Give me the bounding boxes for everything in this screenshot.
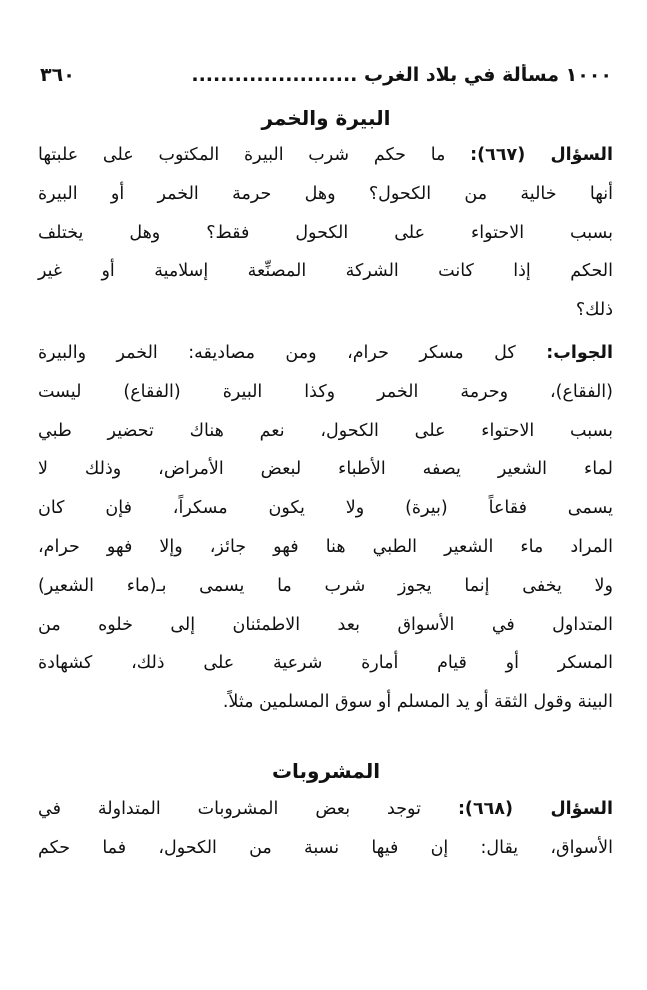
text-line: المراد ماء الشعير الطبي هنا فهو جائز، وإلا فهو حرام، [38,536,613,557]
text-line: المتداول في الأسواق بعد الاطمئنان إلى خلوه من [38,614,613,635]
text-line: السؤال (٦٦٨): توجد بعض المشروبات المتداولة في [38,799,613,819]
section-title-beer-wine: البيرة والخمر [261,106,391,130]
text-line: البينة وقول الثقة أو يد المسلم أو سوق المسلمين مثلاً. [222,692,613,713]
answer-label: الجواب: [546,343,613,363]
text-line: الجواب: كل مسكر حرام، ومن مصاديقه: الخمر والبيرة [38,343,613,363]
text-line: ذلك؟ [575,300,613,321]
answer-667 [38,334,613,722]
text-line: يسمى فقاعاً (بيرة) ولا يكون مسكراً، فإن كان [38,498,613,519]
text-line: أنها خالية من الكحول؟ وهل حرمة الخمر أو البيرة [38,183,613,204]
section-title-drinks: المشروبات [271,759,381,783]
text-line: الأسواق، يقال: إن فيها نسبة من الكحول، فما حكم [38,837,613,858]
page-header [40,58,612,92]
question-label: السؤال (٦٦٨): [457,799,613,819]
page-number: ٣٦٠ [40,64,75,86]
text-line: بسبب الاحتواء على الكحول، نعم هناك تحضير طبي [38,420,613,441]
text-line: ولا يخفى إنما يجوز شرب ما يسمى بـ(ماء الشعير) [38,575,613,596]
question-667 [38,136,613,330]
text-line: بسبب الاحتواء على الكحول فقط؟ وهل يختلف [38,222,613,243]
text-line: السؤال (٦٦٧): ما حكم شرب البيرة المكتوب على علبتها [38,145,613,165]
text-line: (الفقاع)، وحرمة الخمر وكذا البيرة (الفقاع) ليست [38,381,613,402]
running-title: ١٠٠٠ مسألة في بلاد الغرب ....................... [191,64,612,86]
question-668 [38,790,613,868]
text-line: لماء الشعير يصفه الأطباء لبعض الأمراض، وذلك لا [38,459,613,480]
text-line: الحكم إذا كانت الشركة المصنِّعة إسلامية أو غير [38,261,613,282]
question-label: السؤال (٦٦٧): [470,145,613,165]
text-line: المسكر أو قيام أمارة شرعية على ذلك، كشهادة [38,653,613,674]
